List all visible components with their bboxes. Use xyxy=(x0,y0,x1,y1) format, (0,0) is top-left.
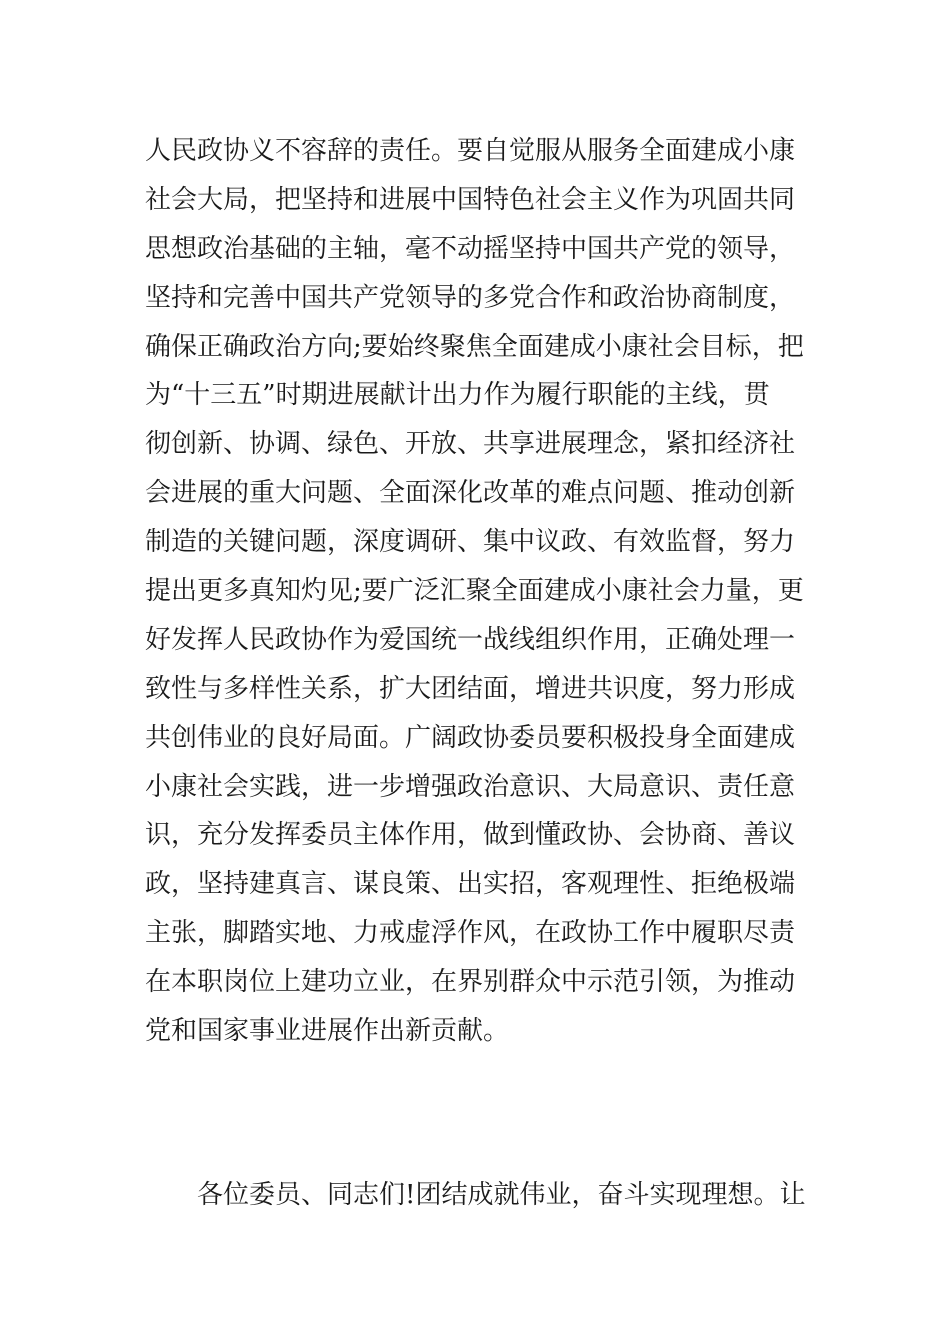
text-line: 主张，脚踏实地、力戒虚浮作风，在政协工作中履职尽责 xyxy=(145,918,796,949)
text-line: 坚持和完善中国共产党领导的多党合作和政治协商制度， xyxy=(145,282,796,313)
text-line: 制造的关键问题，深度调研、集中议政、有效监督，努力 xyxy=(145,527,796,558)
body-paragraph xyxy=(145,1171,810,1220)
text-line: 为“十三五”时期进展献计出力作为履行职能的主线，贯 xyxy=(145,380,770,411)
text-line: 共创伟业的良好局面。广阔政协委员要积极投身全面建成 xyxy=(145,722,796,753)
text-line: 思想政治基础的主轴，毫不动摇坚持中国共产党的领导， xyxy=(145,233,796,264)
text-line: 人民政协义不容辞的责任。要自觉服从服务全面建成小康 xyxy=(145,136,796,166)
text-line: 党和国家事业进展作出新贡献。 xyxy=(145,1016,510,1047)
text-line: 确保正确政治方向;要始终聚焦全面建成小康社会目标，把 xyxy=(145,331,804,362)
text-line: 社会大局，把坚持和进展中国特色社会主义作为巩固共同 xyxy=(145,184,796,215)
text-line: 彻创新、协调、绿色、开放、共享进展理念，紧扣经济社 xyxy=(145,429,796,460)
text-line: 在本职岗位上建功立业，在界别群众中示范引领，为推动 xyxy=(145,967,796,998)
text-line: 各位委员、同志们!团结成就伟业，奋斗实现理想。让 xyxy=(197,1180,806,1210)
text-line: 会进展的重大问题、全面深化改革的难点问题、推动创新 xyxy=(145,478,796,509)
text-line: 致性与多样性关系，扩大团结面，增进共识度，努力形成 xyxy=(145,673,796,704)
text-line: 小康社会实践，进一步增强政治意识、大局意识、责任意 xyxy=(145,771,796,802)
body-paragraph xyxy=(145,127,810,1056)
text-line: 提出更多真知灼见;要广泛汇聚全面建成小康社会力量，更 xyxy=(145,576,804,607)
text-line: 政，坚持建真言、谋良策、出实招，客观理性、拒绝极端 xyxy=(145,869,796,900)
text-line: 识，充分发挥委员主体作用，做到懂政协、会协商、善议 xyxy=(145,820,796,851)
text-line: 好发挥人民政协作为爱国统一战线组织作用，正确处理一 xyxy=(145,624,796,655)
